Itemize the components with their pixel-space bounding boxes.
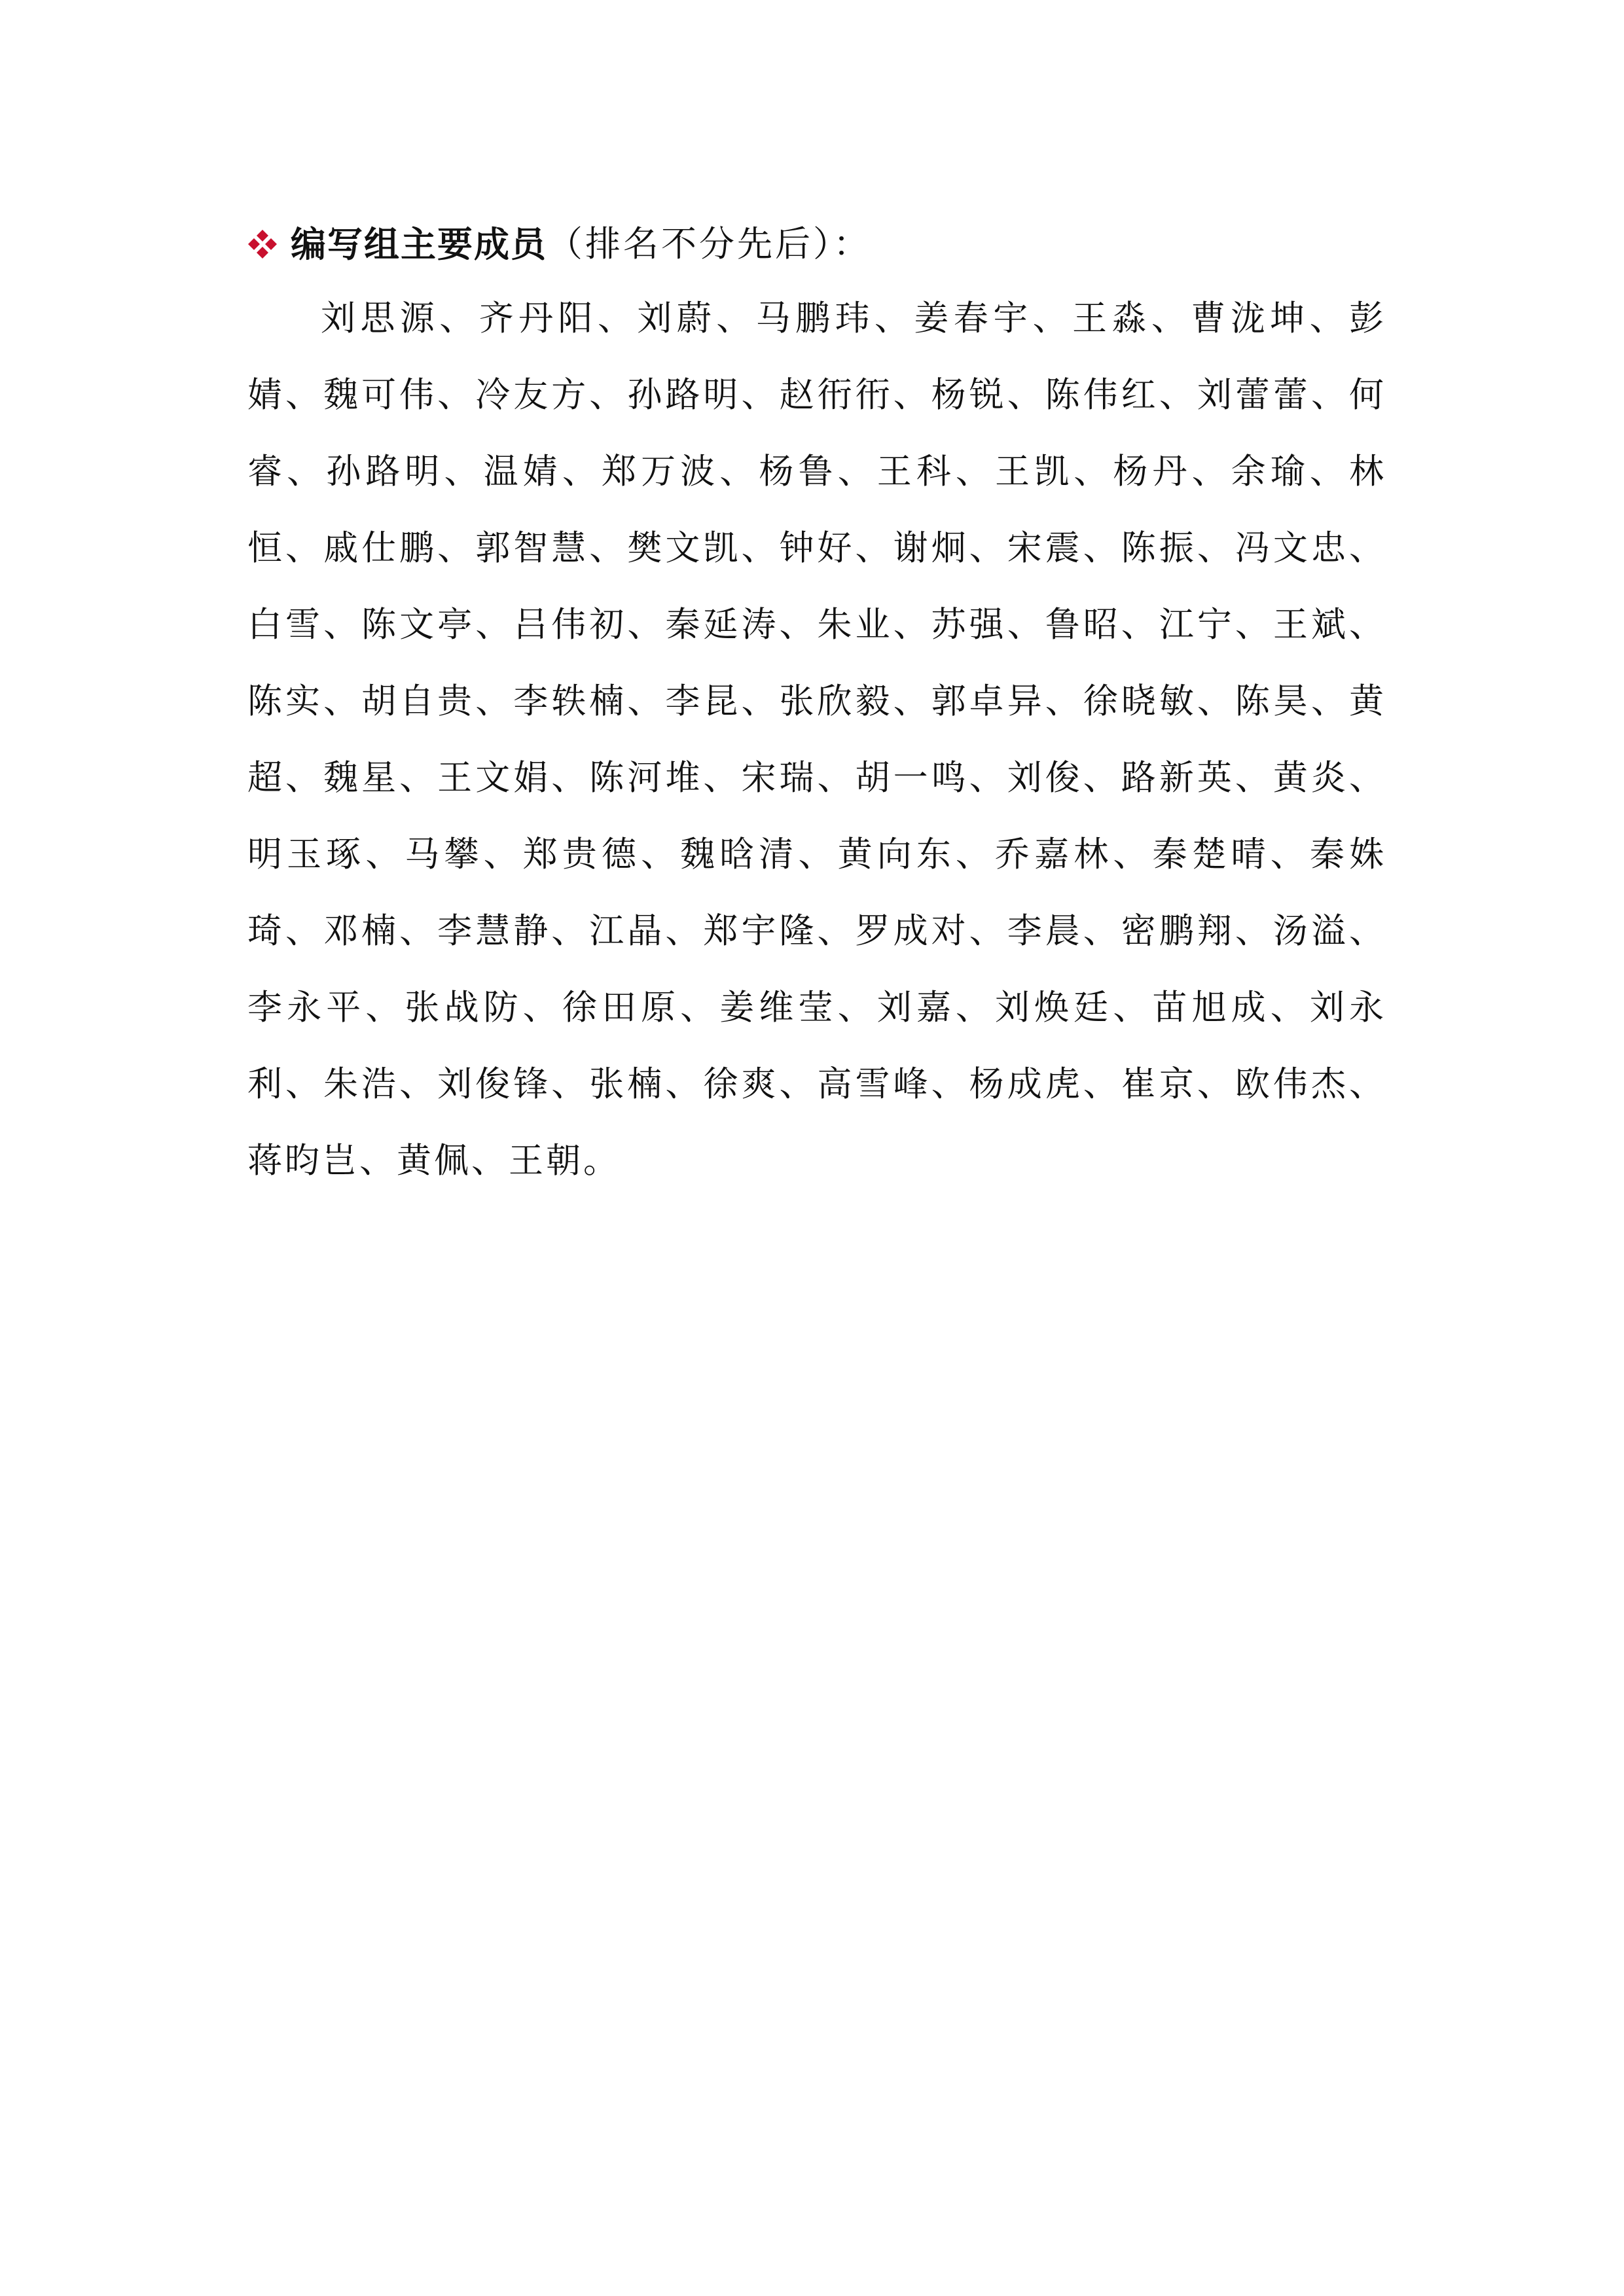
content-block xyxy=(247,208,1386,1199)
members-list-paragraph: 刘思源、齐丹阳、刘蔚、马鹏玮、姜春宇、王淼、曹泷坤、彭婧、魏可伟、冷友方、孙路明、赵衎衎、杨锐、陈伟红、刘蕾蕾、何睿、孙路明、温婧、郑万波、杨鲁、王科、王凯、杨丹、余瑜、林恒、戚仕鹏、郭智慧、樊文凯、钟好、谢炯、宋震、陈振、冯文忠、白雪、陈文亭、吕伟初、秦延涛、朱业、苏强、鲁昭、江宁、王斌、陈实、胡自贵、李轶楠、李昆、张欣毅、郭卓异、徐晓敏、陈昊、黄超、魏星、王文娟、陈河堆、宋瑞、胡一鸣、刘俊、路新英、黄炎、明玉琢、马攀、郑贵德、魏晗清、黄向东、乔嘉林、秦楚晴、秦姝琦、邓楠、李慧静、江晶、郑宇隆、罗成对、李晨、密鹏翔、汤溢、李永平、张战防、徐田原、姜维莹、刘嘉、刘焕廷、苗旭成、刘永利、朱浩、刘俊锋、张楠、徐爽、高雪峰、杨成虎、崔京、欧伟杰、蒋昀岂、黄佩、王朝。 xyxy=(247,298,1386,1181)
heading-title: 编写组主要成员 xyxy=(291,223,547,265)
four-diamond-bullet-icon xyxy=(247,229,278,259)
heading-note: （排名不分先后）： xyxy=(547,223,871,264)
section-heading xyxy=(247,208,1386,280)
